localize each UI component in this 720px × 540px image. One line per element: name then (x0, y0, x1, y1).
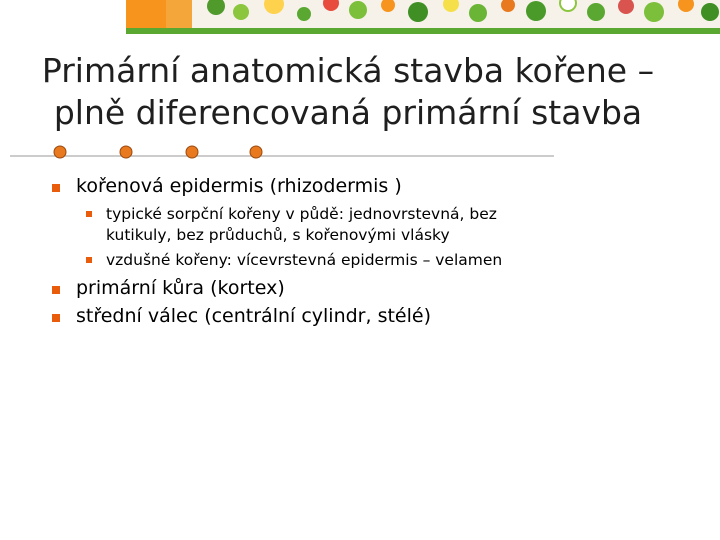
square-bullet-icon (52, 314, 60, 322)
square-bullet-icon (52, 286, 60, 294)
list-item (86, 250, 686, 272)
slide-title-line-1: Primární anatomická stavba kořene – (41, 51, 655, 90)
decorative-floral-banner (126, 0, 720, 34)
list-item-text-line-1: typické sorpční kořeny v půdě: jednovrstevná, bez (106, 205, 497, 223)
slide-title-line-2: plně diferencovaná primární stavba (53, 93, 643, 132)
slide-title (0, 50, 696, 134)
title-divider (10, 144, 556, 160)
list-item (86, 204, 686, 248)
list-item (52, 276, 692, 300)
list-item (52, 304, 692, 328)
list-item-text: kořenová epidermis (rhizodermis ) (76, 175, 402, 197)
list-item-text: vzdušné kořeny: vícevrstevná epidermis – velamen (106, 251, 503, 269)
list-item-text: střední válec (centrální cylindr, stélé) (76, 305, 431, 327)
list-item-text: primární kůra (kortex) (76, 277, 285, 299)
square-bullet-icon (86, 257, 92, 263)
square-bullet-icon (86, 211, 92, 217)
list-item-text-line-2: kutikuly, bez průduchů, s kořenovými vlásky (106, 226, 450, 244)
square-bullet-icon (52, 184, 60, 192)
divider-line-with-dots (10, 144, 556, 160)
floral-banner-image (126, 0, 720, 34)
list-item (52, 174, 692, 198)
